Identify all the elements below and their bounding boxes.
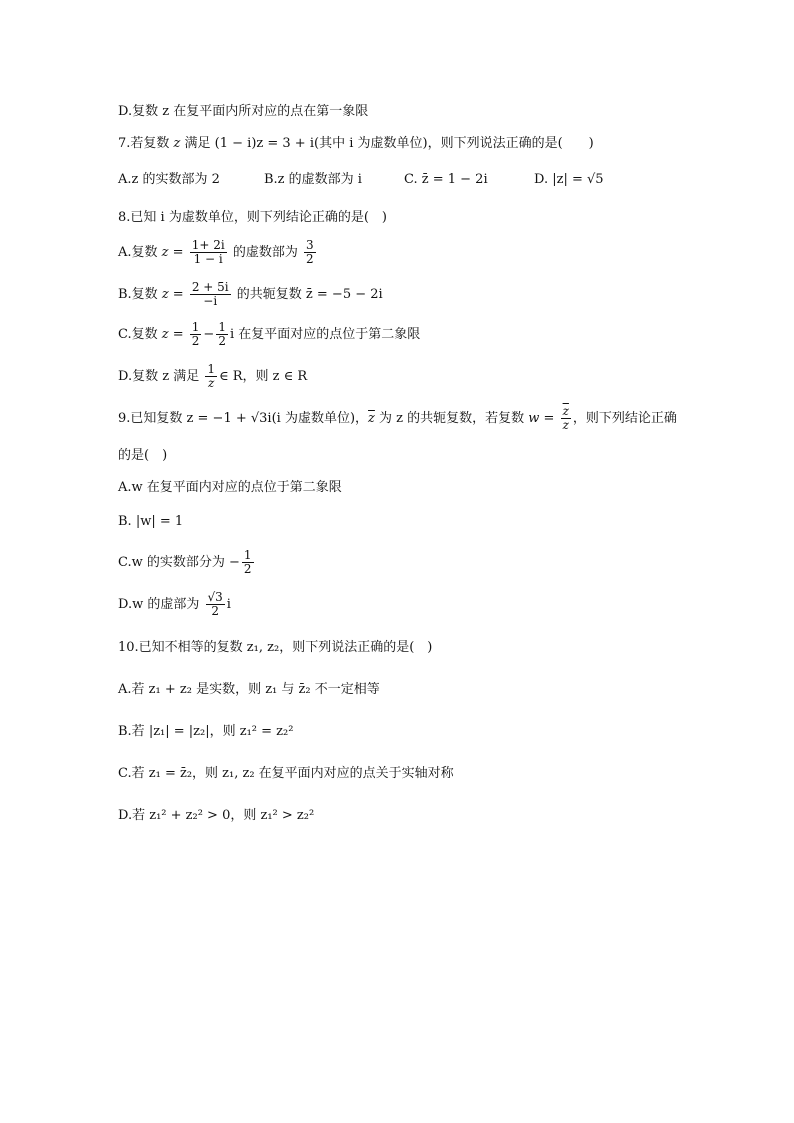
q7-option-d: D. |z| = √5 (534, 172, 604, 187)
q7-option-c: C. z̄ = 1 − 2i (404, 172, 488, 187)
q7-stem: 7.若复数 z 满足 (1 − i)z = 3 + i(其中 i 为虚数单位)，则下列说法正确的是( ) (118, 136, 594, 151)
q7-option-b: B.z 的虚数部为 i (264, 172, 362, 187)
q10-option-c: C.若 z₁ = z̄₂，则 z₁, z₂ 在复平面内对应的点关于实轴对称 (118, 766, 454, 781)
q9-option-c: C.w 的实数部分为 − $\frac{1}{2}$ (118, 548, 252, 576)
q8a-value-fraction: $\frac{3}{2}$ (305, 238, 314, 266)
q8-option-a: A.复数 z = $\frac{1+ 2i}{1 - i}$ 的虚数部为 $\frac{3}{2}$ (118, 238, 314, 266)
q10-option-b: B.若 |z₁| = |z₂|，则 z₁² = z₂² (118, 724, 294, 739)
q9-option-a: A.w 在复平面内对应的点位于第二象限 (118, 480, 342, 495)
q8-option-b: B.复数 z = $\frac{2 + 5i}{-i}$ 的共轭复数 z̄ = −5 − 2i (118, 280, 383, 308)
q8-option-c: C.复数 z = $\frac{1}{2}$ − $\frac{1}{2}$ i 在复平面对应的点位于第二象限 (118, 320, 421, 348)
q7-option-a: A.z 的实数部为 2 (118, 172, 220, 187)
q8a-fraction: $\frac{1+ 2i}{1 - i}$ (191, 238, 225, 266)
q9-option-b: B. |w| = 1 (118, 514, 184, 529)
q10-option-d: D.若 z₁² + z₂² > 0，则 z₁² > z₂² (118, 808, 315, 823)
q8-option-d: D.复数 z 满足 $\frac{1}{z}$ ∈ R，则 z ∈ R (118, 362, 308, 390)
q8-stem: 8.已知 i 为虚数单位，则下列结论正确的是( ) (118, 210, 387, 225)
q9-stem-line2: 的是( ) (118, 448, 168, 463)
q8b-fraction: $\frac{2 + 5i}{-i}$ (191, 280, 229, 308)
q6-option-d: D.复数 z 在复平面内所对应的点在第一象限 (118, 104, 369, 119)
q9-stem: 9.已知复数 z = −1 + √3i(i 为虚数单位)，$\overline{z}$ 为 z 的共轭复数，若复数 w = $\frac{\overline{z}}{z}$ ，则下列结论正确 (118, 404, 677, 432)
q9-option-d: D.w 的虚部为 $\frac{√3}{2}$ i (118, 590, 231, 618)
q10-stem: 10.已知不相等的复数 z₁, z₂，则下列说法正确的是( ) (118, 640, 433, 655)
q10-option-a: A.若 z₁ + z₂ 是实数，则 z₁ 与 z̄₂ 不一定相等 (118, 682, 380, 697)
